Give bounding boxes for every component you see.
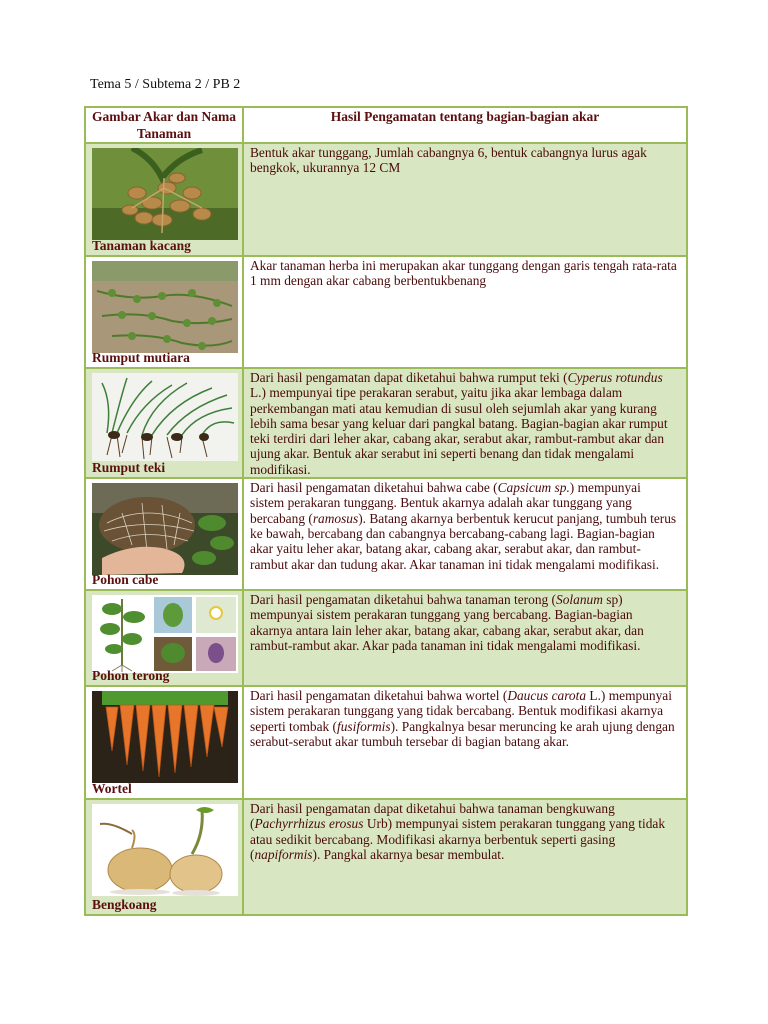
table-header-row bbox=[85, 107, 687, 143]
observation-text bbox=[244, 257, 686, 289]
observation-cell bbox=[243, 143, 687, 256]
rumput-teki-image bbox=[92, 373, 238, 461]
observation-cell bbox=[243, 686, 687, 799]
plant-cell bbox=[85, 590, 243, 686]
text-run: Dari hasil pengamatan dapat diketahui bahwa tanaman bengkuwang ( bbox=[250, 801, 615, 832]
scientific-term: Capsicum sp. bbox=[497, 480, 570, 496]
pohon-cabe-image bbox=[92, 483, 238, 575]
text-run: Urb) mempunyai sistem perakaran tunggang yang tidak atau sedikit bercabang. Modifikasi akarnya berbentuk seperti gasing ( bbox=[250, 816, 666, 862]
observation-text bbox=[244, 591, 686, 653]
text-run: ). Pangkalnya besar meruncing ke arah ujung dengan serabut-serabut akar tumbuh tersebar di bagian batang akar. bbox=[250, 718, 675, 749]
observation-cell bbox=[243, 799, 687, 915]
scientific-term: fusiformis bbox=[337, 718, 391, 734]
text-run: Dari hasil pengamatan diketahui bahwa wortel ( bbox=[250, 688, 508, 704]
observation-cell bbox=[243, 478, 687, 590]
bengkoang-image bbox=[92, 804, 238, 896]
observation-text bbox=[244, 687, 686, 749]
plant-cell bbox=[85, 478, 243, 590]
text-run: ). Batang akarnya berbentuk kerucut panjang, tumbuh terus ke bawah, bercabang dan cabangnya bercabang-cabang lagi. Bagian-bagian akar yaitu leher akar, batang akar, cabang akar, serabut akar, dan rambut-rambut akar dan tudung akar. Akar tanaman ini tidak mengalami modifikasi. bbox=[250, 510, 677, 572]
text-run: Dari hasil pengamatan diketahui bahwa cabe ( bbox=[250, 480, 498, 496]
rumput-mutiara-image bbox=[92, 261, 238, 353]
text-run: Dari hasil pengamatan dapat diketahui bahwa rumput teki ( bbox=[250, 370, 568, 385]
table-row bbox=[85, 799, 687, 915]
observation-table bbox=[84, 106, 688, 916]
col-header-observation: Hasil Pengamatan tentang bagian-bagian akar bbox=[243, 107, 687, 143]
scientific-term: Solanum bbox=[556, 592, 603, 608]
plant-name: Wortel bbox=[92, 781, 132, 797]
text-run: sp) mempunyai sistem perakaran tunggang yang bercabang. Bagian-bagian akarnya antara lain leher akar, batang akar, cabang akar, serabut akar, dan rambut-rambut akar. Akar pada tanaman ini tidak mengalami modifikasi. bbox=[250, 592, 644, 653]
observation-text bbox=[244, 800, 686, 862]
table-row bbox=[85, 478, 687, 590]
observation-cell bbox=[243, 590, 687, 686]
text-run: ). Pangkal akarnya besar membulat. bbox=[312, 846, 505, 862]
scientific-term: Daucus carota bbox=[507, 688, 587, 704]
wortel-image bbox=[92, 691, 238, 783]
plant-cell bbox=[85, 686, 243, 799]
text-run: Dari hasil pengamatan diketahui bahwa tanaman terong ( bbox=[250, 592, 557, 608]
pohon-terong-image bbox=[92, 595, 238, 673]
text-run: Akar tanaman herba ini merupakan akar tunggang dengan garis tengah rata-rata 1 mm dengan akar cabang berbentukbenang bbox=[250, 258, 677, 289]
observation-cell bbox=[243, 368, 687, 478]
plant-cell bbox=[85, 368, 243, 478]
observation-text bbox=[244, 369, 686, 477]
plant-name: Pohon terong bbox=[92, 668, 170, 684]
plant-cell bbox=[85, 799, 243, 915]
peanut-plant-image bbox=[92, 148, 238, 240]
scientific-term: Cyperus rotundus bbox=[567, 370, 663, 385]
table-row bbox=[85, 368, 687, 478]
document-header: Tema 5 / Subtema 2 / PB 2 bbox=[90, 77, 241, 92]
plant-name: Rumput teki bbox=[92, 460, 166, 476]
scientific-term: Pachyrrhizus erosus bbox=[254, 816, 364, 832]
plant-name: Pohon cabe bbox=[92, 572, 159, 588]
text-run: L.) mempunyai sistem perakaran tunggang yang tidak bercabang. Bentuk modifikasi akarnya seperti tombak ( bbox=[250, 688, 672, 734]
plant-name: Bengkoang bbox=[92, 897, 157, 913]
observation-text bbox=[244, 479, 686, 572]
observation-cell bbox=[243, 256, 687, 368]
observation-text bbox=[244, 144, 686, 176]
text-run: ) mempunyai sistem perakaran tunggang. Bentuk akarnya adalah akar tunggang yang bercabang ( bbox=[250, 480, 641, 526]
plant-name: Rumput mutiara bbox=[92, 350, 190, 365]
plant-cell bbox=[85, 143, 243, 256]
text-run: L.) mempunyai tipe perakaran serabut, yaitu jika akar lembaga dalam perkembangan mati atau kemudian di susul oleh sejumlah akar yang kurang lebih sama besar yang keluar dari pangkal batang. Bagian-bagian akar rumput teki terdiri dari leher akar, cabang akar, serabut akar, rambut-rambut akar dan ujung akar. Bentuk akar serabut ini seperti benang dan tidak mengalami modifikasi. bbox=[250, 385, 668, 477]
table-row bbox=[85, 590, 687, 686]
table-row bbox=[85, 256, 687, 368]
col-header-image-name: Gambar Akar dan Nama Tanaman bbox=[85, 107, 243, 143]
scientific-term: napiformis bbox=[254, 846, 313, 862]
text-run: Bentuk akar tunggang, Jumlah cabangnya 6, bentuk cabangnya lurus agak bengkok, ukurannya 12 CM bbox=[250, 145, 647, 176]
table-row bbox=[85, 143, 687, 256]
scientific-term: ramosus bbox=[312, 510, 359, 526]
plant-name: Tanaman kacang bbox=[92, 238, 191, 253]
table-row bbox=[85, 686, 687, 799]
plant-cell bbox=[85, 256, 243, 368]
